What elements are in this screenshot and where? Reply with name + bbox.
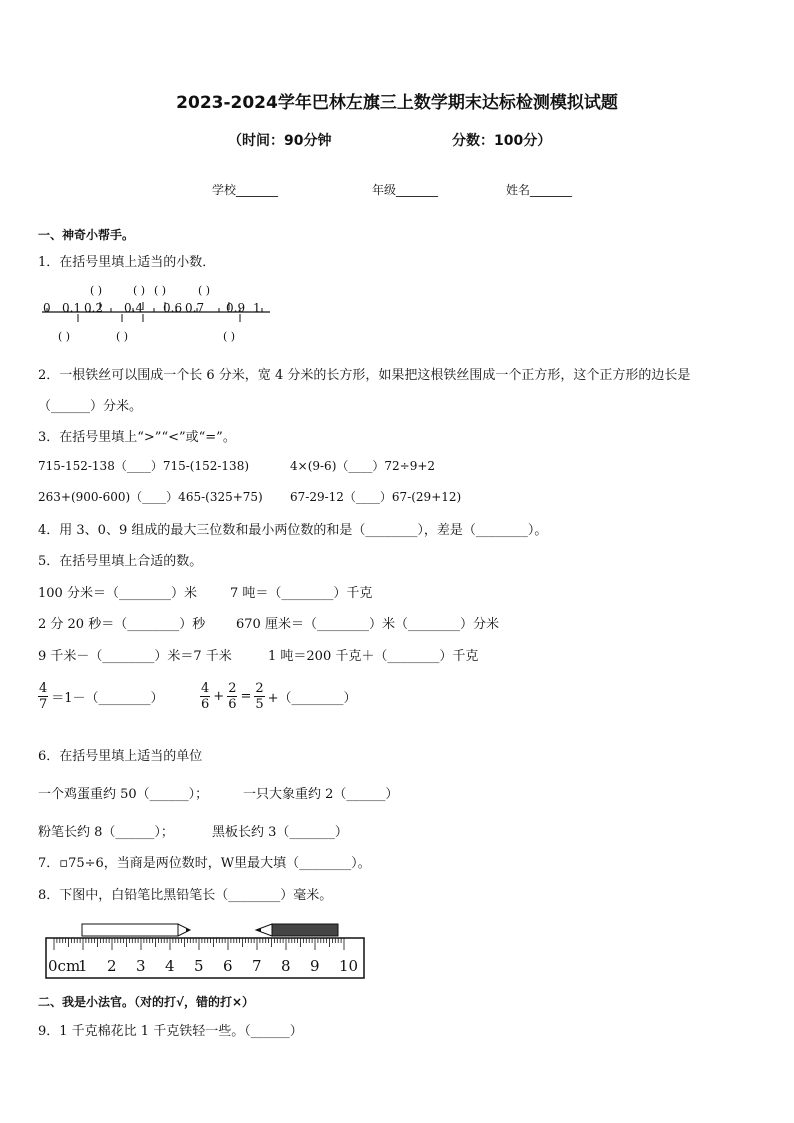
ruler-label: 9: [310, 957, 320, 975]
answer-blank: ( ): [58, 330, 71, 343]
fraction-rest: +（________）: [267, 691, 357, 706]
ruler-label: 5: [194, 957, 204, 975]
q5-row2-b: 670 厘米＝（________）米（________）分米: [236, 617, 499, 632]
q3-row1-a: 715-152-138（____）715-(152-138): [38, 459, 250, 473]
fraction-rest: ＝1－（________）: [51, 691, 164, 706]
exam-time: （时间：90分钟: [228, 133, 332, 149]
nl-label: 0.1: [62, 301, 82, 315]
ruler-label: 6: [223, 957, 233, 975]
answer-blank: ( ): [90, 284, 103, 297]
ruler-label: 4: [165, 957, 175, 975]
q5-fraction-eq-2: [200, 681, 357, 712]
q6-row2-b: 黑板长约 3（_______）: [212, 825, 348, 840]
black-pencil: [256, 924, 338, 936]
ruler-label: 10: [339, 957, 359, 975]
q5-row3-b: 1 吨＝200 千克＋（________）千克: [268, 649, 479, 664]
question-9: 9．1 千克棉花比 1 千克铁轻一些。（______）: [38, 1024, 303, 1039]
nl-label: 0.4: [124, 301, 144, 315]
question-2-line2: （______）分米。: [38, 399, 143, 414]
q5-fraction-eq-1: [38, 681, 164, 712]
q6-row2-a: 粉笔长约 8（______）；: [38, 825, 174, 840]
question-1: 1．在括号里填上适当的小数．: [38, 255, 216, 270]
ruler-label: 2: [107, 957, 117, 975]
question-7: 7．▫75÷6，当商是两位数时，W里最大填（________）。: [38, 856, 371, 871]
ruler-label: 3: [136, 957, 146, 975]
nl-label: 0.9: [226, 301, 246, 315]
ruler-figure: [44, 918, 368, 982]
ruler-label: 0cm: [48, 957, 81, 975]
q5-row1-a: 100 分米＝（________）米: [38, 586, 197, 601]
q6-row1-b: 一只大象重约 2（______）: [243, 787, 399, 802]
question-4: 4．用 3、0、9 组成的最大三位数和最小两位数的和是（________），差是（________）。: [38, 523, 548, 538]
nl-label: 0.7: [185, 301, 205, 315]
question-8: 8．下图中，白铅笔比黑铅笔长（________）毫米。: [38, 888, 333, 903]
school-field: 学校_______: [212, 183, 279, 197]
question-2-line1: 2．一根铁丝可以围成一个长 6 分米，宽 4 分米的长方形，如果把这根铁丝围成一个正方形，这个正方形的边长是: [38, 368, 691, 383]
q6-row1-a: 一个鸡蛋重约 50（______）；: [38, 787, 209, 802]
q3-row1-b: 4×(9-6)（____）72÷9+2: [290, 459, 436, 473]
question-6: 6．在括号里填上适当的单位: [38, 749, 203, 764]
ruler-label: 8: [281, 957, 291, 975]
fraction: $\frac{4}{6}$: [201, 681, 210, 712]
fraction: $\frac{2}{5}$: [255, 681, 264, 712]
name-field: 姓名_______: [506, 183, 573, 197]
nl-label: 1: [253, 301, 261, 315]
section-heading-2: 二、我是小法官。（对的打√，错的打×）: [38, 995, 255, 1009]
nl-label: 0.6: [163, 301, 183, 315]
exam-score: 分数：100分）: [452, 133, 552, 149]
q5-row3-a: 9 千米－（________）米＝7 千米: [38, 649, 232, 664]
answer-blank: ( ): [154, 284, 167, 297]
answer-blank: ( ): [198, 284, 211, 297]
plus-sign: +: [213, 689, 225, 704]
ruler-label: 1: [78, 957, 88, 975]
ruler-label: 7: [252, 957, 262, 975]
white-pencil: [82, 924, 190, 936]
answer-blank: ( ): [116, 330, 129, 343]
grade-field: 年级_______: [372, 183, 439, 197]
answer-blank: ( ): [223, 330, 236, 343]
fraction: $\frac{2}{6}$: [228, 681, 237, 712]
nl-label: 0: [43, 301, 51, 315]
nl-label: 0.2: [84, 301, 104, 315]
section-heading-1: 一、神奇小帮手。: [38, 228, 135, 242]
q5-row1-b: 7 吨＝（________）千克: [230, 586, 373, 601]
q3-row2-a: 263+(900-600)（____）465-(325+75): [38, 490, 263, 504]
number-line-figure: [38, 282, 278, 344]
page-title: 2023-2024学年巴林左旗三上数学期末达标检测模拟试题: [176, 93, 618, 113]
equals-sign: =: [240, 689, 252, 704]
q5-row2-a: 2 分 20 秒＝（________）秒: [38, 617, 206, 632]
fraction: $\frac{4}{7}$: [39, 681, 48, 712]
answer-blank: ( ): [133, 284, 146, 297]
q3-row2-b: 67-29-12（____）67-(29+12): [290, 490, 462, 504]
question-3: 3．在括号里填上“>”“<”或“=”。: [38, 430, 236, 445]
question-5: 5．在括号里填上合适的数。: [38, 554, 203, 569]
